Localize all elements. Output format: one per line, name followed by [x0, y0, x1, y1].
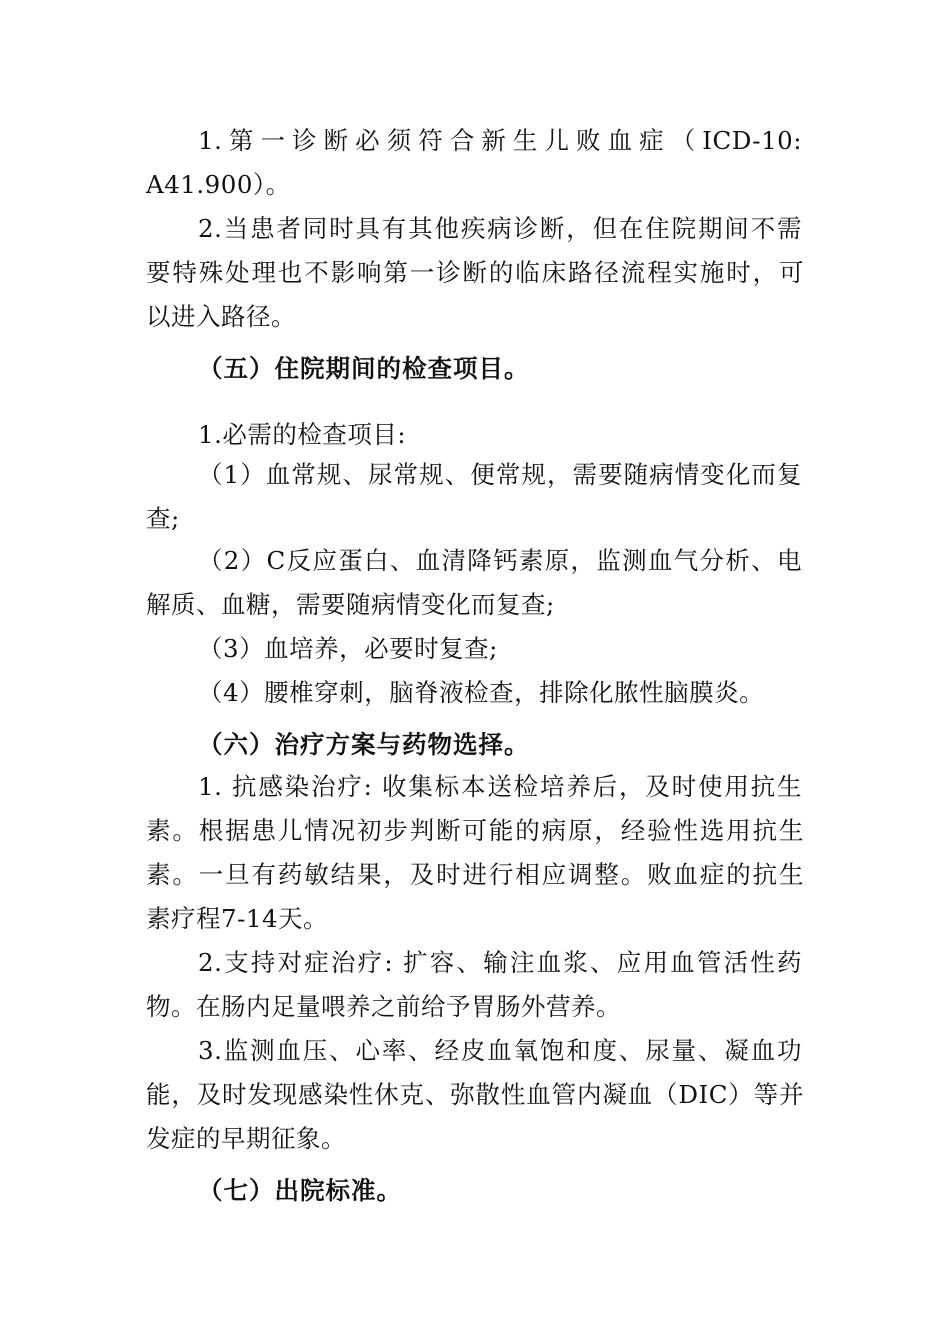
paragraph-line: （3）血培养，必要时复查; [198, 634, 498, 663]
paragraph-line: 2.支持对症治疗: 扩容、输注血浆、应用血管活性药 [198, 948, 802, 977]
paragraph-line: 1.必需的检查项目: [198, 420, 407, 449]
section-heading: （六）治疗方案与药物选择。 [198, 730, 530, 759]
paragraph-line: 解质、血糖，需要随病情变化而复查; [146, 590, 555, 619]
paragraph-line: 素。一旦有药敏结果，及时进行相应调整。败血症的抗生 [146, 860, 804, 889]
section-heading: （五）住院期间的检查项目。 [198, 354, 530, 383]
paragraph-line: （1）血常规、尿常规、便常规，需要随病情变化而复 [198, 460, 802, 489]
paragraph-line: 1.第一诊断必须符合新生儿败血症（ICD-10: [198, 126, 802, 155]
paragraph-line: 1. 抗感染治疗: 收集标本送检培养后，及时使用抗生 [198, 772, 802, 801]
paragraph-line: 能，及时发现感染性休克、弥散性血管内凝血（DIC）等并 [146, 1080, 804, 1109]
section-heading: （七）出院标准。 [198, 1176, 402, 1205]
paragraph-line: 以进入路径。 [146, 302, 296, 331]
paragraph-line: A41.900）。 [146, 170, 291, 199]
paragraph-line: 3.监测血压、心率、经皮血氧饱和度、尿量、凝血功 [198, 1036, 802, 1065]
paragraph-line: 查; [146, 504, 180, 533]
paragraph-line: 物。在肠内足量喂养之前给予胃肠外营养。 [146, 992, 621, 1021]
paragraph-line: 素疗程7-14天。 [146, 904, 329, 933]
paragraph-line: 2.当患者同时具有其他疾病诊断，但在住院期间不需 [198, 214, 802, 243]
paragraph-line: （4）腰椎穿刺，脑脊液检查，排除化脓性脑膜炎。 [198, 678, 765, 707]
paragraph-line: （2）C反应蛋白、血清降钙素原，监测血气分析、电 [198, 546, 802, 575]
paragraph-line: 要特殊处理也不影响第一诊断的临床路径流程实施时，可 [146, 258, 804, 287]
paragraph-line: 素。根据患儿情况初步判断可能的病原，经验性选用抗生 [146, 816, 804, 845]
paragraph-line: 发症的早期征象。 [146, 1124, 346, 1153]
